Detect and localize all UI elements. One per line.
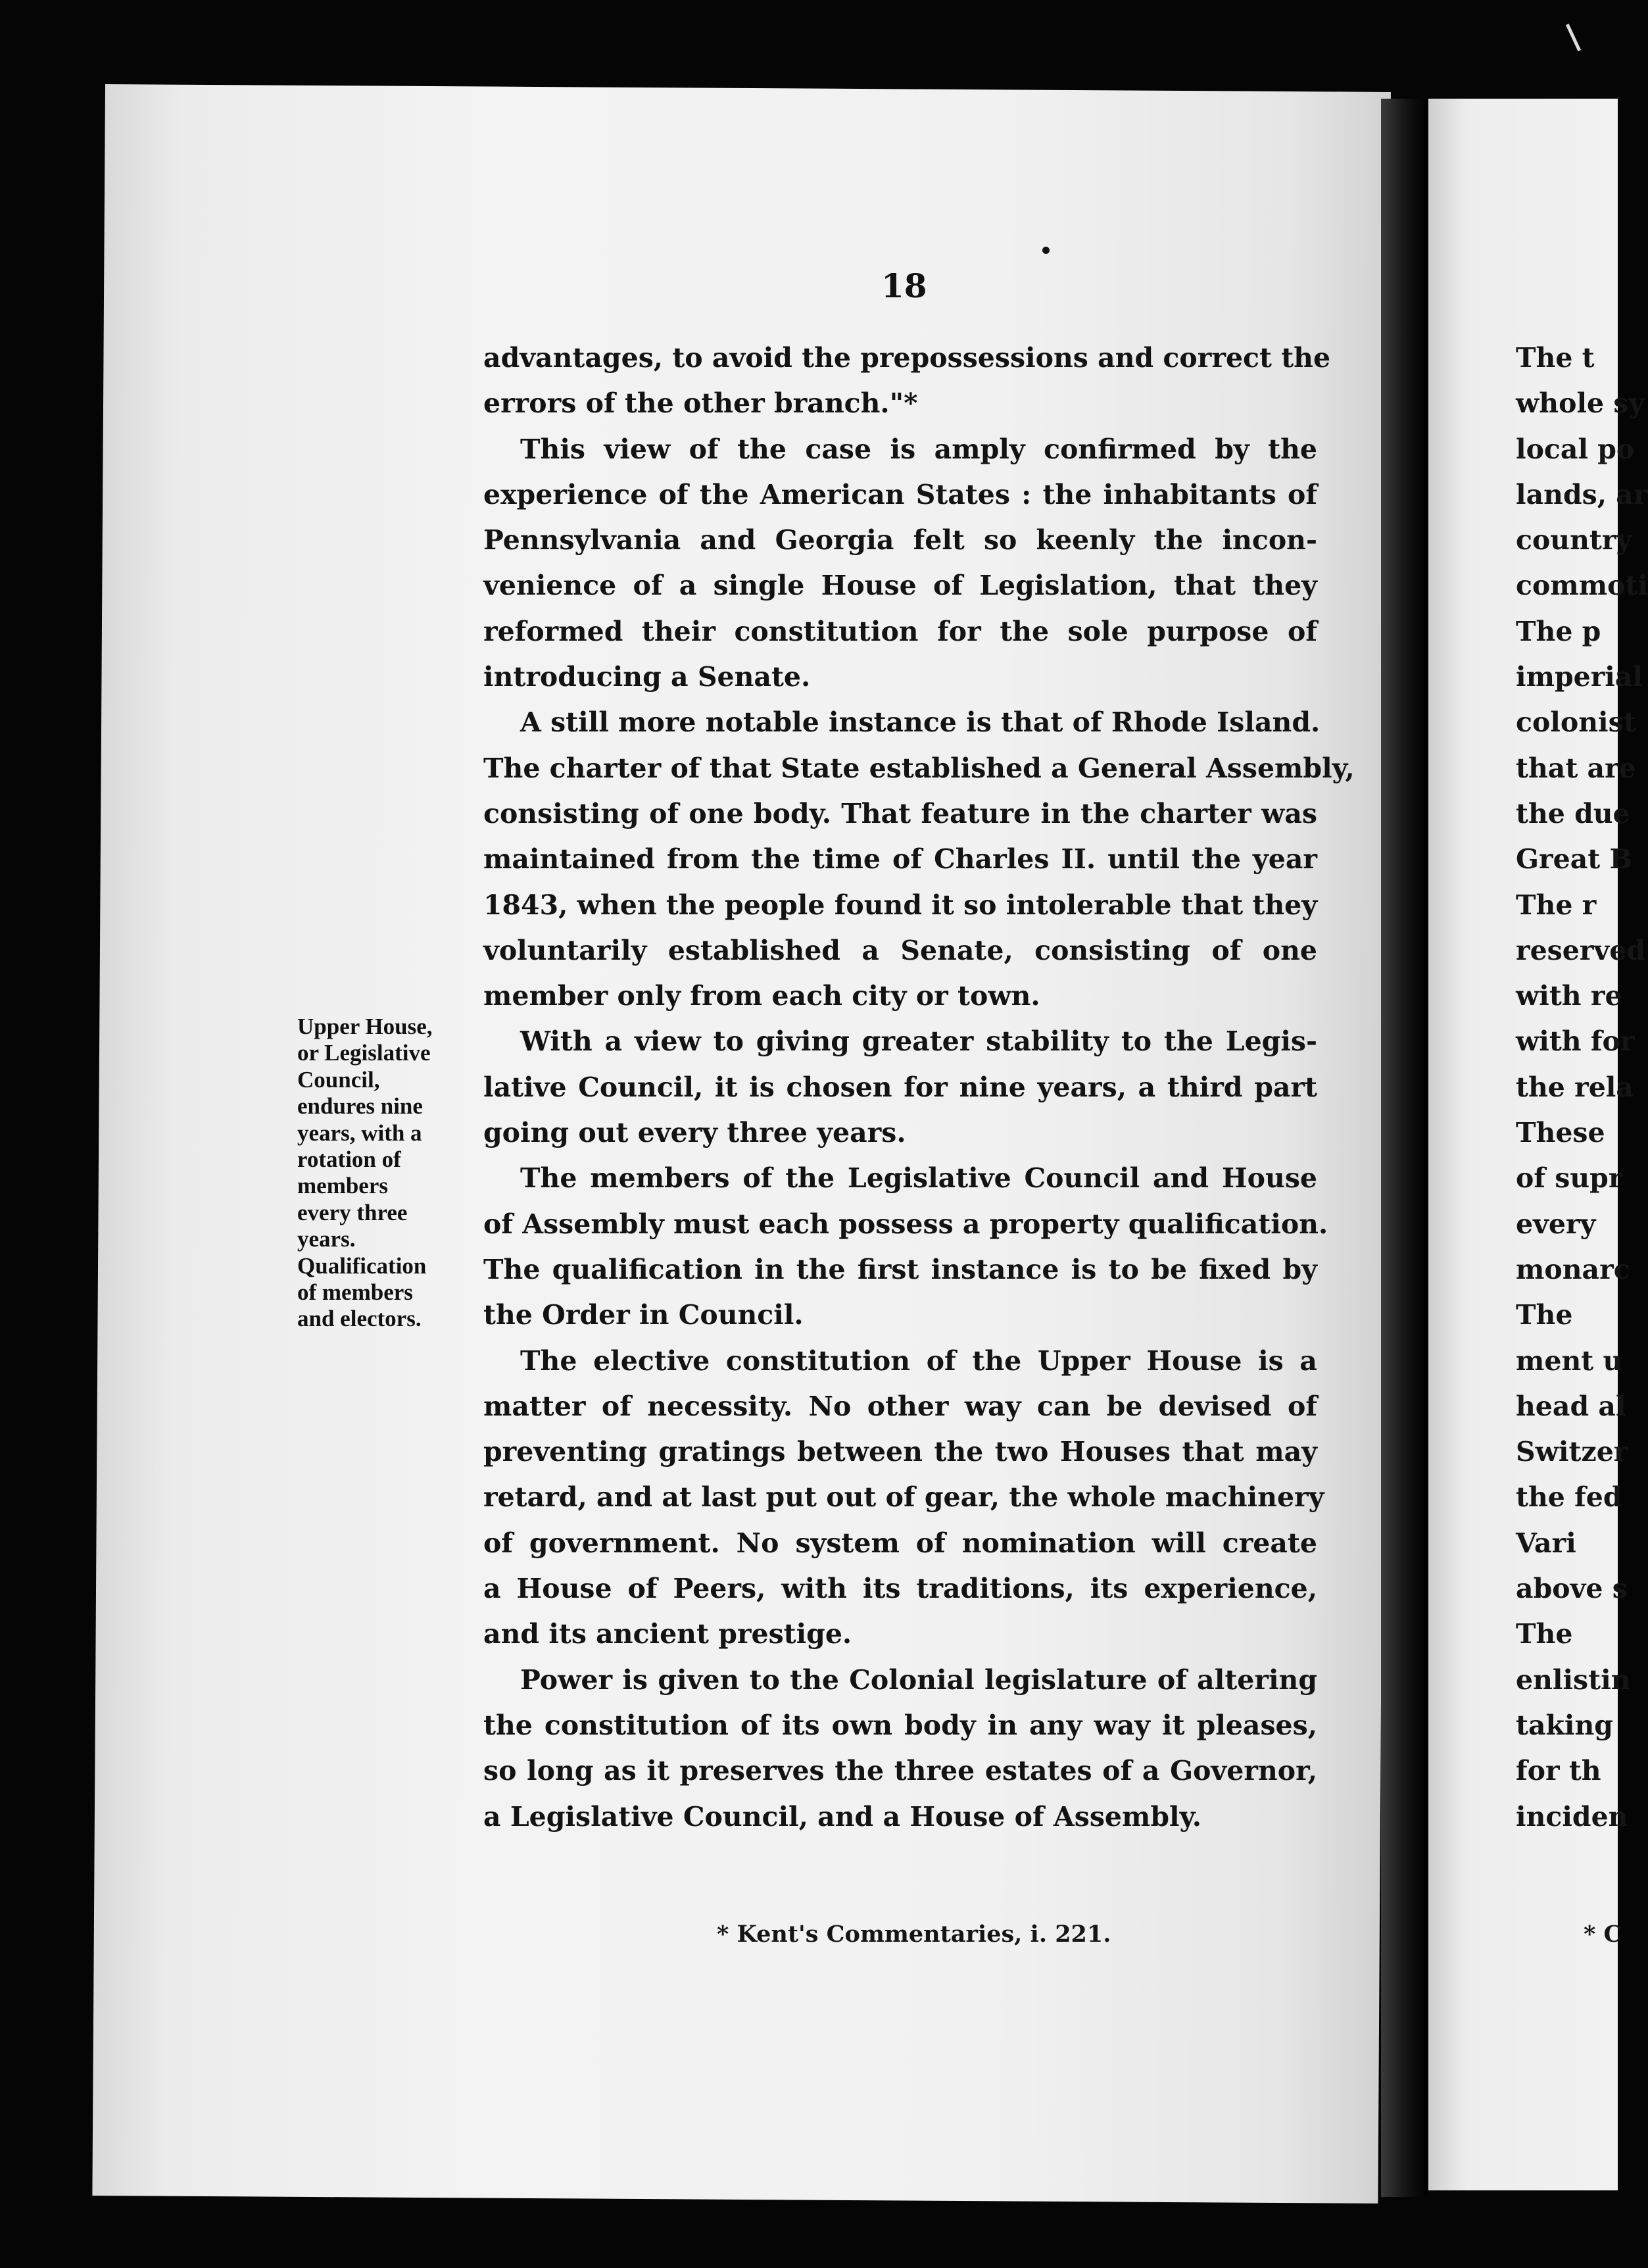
body-line: voluntarily established a Senate, consisting of one [483, 934, 1317, 966]
body-line: 1843, when the people found it so intolerable that they [483, 889, 1318, 921]
facing-line: The [1516, 1299, 1573, 1331]
sidenote-line: or Legislative [297, 1040, 431, 1066]
body-line: The charter of that State established a General Assembly, [483, 752, 1355, 784]
body-line: The qualification in the first instance is to be fixed by [483, 1253, 1317, 1285]
facing-line: above s [1516, 1573, 1628, 1605]
facing-line: Vari [1516, 1527, 1576, 1559]
body-line: introducing a Senate. [483, 661, 811, 693]
body-line: experience of the American States : the inhabitants of [483, 478, 1317, 510]
body-line: member only from each city or town. [483, 980, 1040, 1012]
body-line: so long as it preserves the three estates of a Governor, [483, 1755, 1317, 1787]
body-line: reformed their constitution for the sole purpose of [483, 615, 1317, 647]
ink-dot [1042, 247, 1050, 254]
body-line: With a view to giving greater stability to the Legis- [520, 1025, 1317, 1058]
facing-line: Switzer [1516, 1436, 1628, 1468]
facing-line: the due [1516, 797, 1630, 829]
body-line: consisting of one body. That feature in the charter was [483, 797, 1317, 829]
facing-line: inciden [1516, 1800, 1628, 1833]
facing-line: head al [1516, 1390, 1626, 1422]
scan-mark [1566, 24, 1581, 51]
sidenote-line: years, with a [297, 1120, 422, 1146]
body-line: The elective constitution of the Upper House is a [520, 1344, 1317, 1377]
facing-page-text [1516, 335, 1648, 1840]
sidenote-line: Qualification [297, 1252, 427, 1279]
facing-line: with re [1516, 980, 1622, 1012]
body-line: a Legislative Council, and a House of Assembly. [483, 1800, 1202, 1833]
facing-line: with for [1516, 1025, 1635, 1058]
body-line: venience of a single House of Legislation, that they [483, 570, 1317, 602]
facing-footnote: * C [1584, 1921, 1622, 1948]
body-line: The members of the Legislative Council and House [520, 1162, 1317, 1195]
body-text [483, 335, 1355, 1840]
sidenote-line: Upper House, [297, 1014, 433, 1039]
facing-line: The t [1516, 342, 1595, 374]
body-line: the constitution of its own body in any way it pleases, [483, 1709, 1317, 1741]
facing-line: taking [1516, 1709, 1613, 1741]
body-line: of government. No system of nomination will create [483, 1527, 1317, 1559]
sidenote-line: years. [297, 1226, 356, 1252]
body-line: Pennsylvania and Georgia felt so keenly the incon- [483, 524, 1317, 556]
body-line: and its ancient prestige. [483, 1618, 852, 1650]
body-line: advantages, to avoid the prepossessions and correct the [483, 342, 1331, 374]
facing-line: the rela [1516, 1071, 1634, 1103]
facing-line: of supr [1516, 1162, 1623, 1195]
sidenote-line: every three [297, 1199, 408, 1225]
body-line: This view of the case is amply confirmed by the [520, 433, 1317, 465]
facing-line: local po [1516, 433, 1635, 465]
page-number: 18 [881, 266, 927, 305]
sidenote-line: rotation of [297, 1146, 401, 1173]
facing-line: the fed [1516, 1481, 1622, 1514]
margin-sidenote [297, 1014, 468, 1333]
body-line: maintained from the time of Charles II. until the year [483, 843, 1317, 875]
body-line: lative Council, it is chosen for nine years, a third part [483, 1071, 1317, 1103]
facing-line: whole sy [1516, 387, 1645, 420]
facing-line: ment u [1516, 1344, 1623, 1377]
facing-line: commoti [1516, 570, 1648, 602]
sidenote-line: endures nine [297, 1093, 423, 1120]
facing-line: for th [1516, 1755, 1601, 1787]
body-line: a House of Peers, with its traditions, its experience, [483, 1573, 1317, 1605]
facing-line: colonist [1516, 706, 1636, 739]
facing-line: reserved [1516, 934, 1646, 966]
sidenote-line: and electors. [297, 1306, 422, 1332]
sidenote-line: Council, [297, 1066, 380, 1093]
facing-line: that are [1516, 752, 1636, 784]
body-line: of Assembly must each possess a property qualification. [483, 1208, 1328, 1240]
facing-line: Great B [1516, 843, 1633, 875]
facing-line: every [1516, 1208, 1596, 1240]
book-gutter [1381, 99, 1427, 2197]
body-line: errors of the other branch."* [483, 387, 918, 420]
sidenote-line: of members [297, 1279, 413, 1306]
body-line: A still more notable instance is that of Rhode Island. [520, 706, 1321, 739]
body-line: retard, and at last put out of gear, the whole machinery [483, 1481, 1324, 1514]
facing-line: country [1516, 524, 1632, 556]
facing-line: imperial [1516, 661, 1643, 693]
body-line: Power is given to the Colonial legislature of altering [520, 1664, 1317, 1696]
body-line: the Order in Council. [483, 1299, 804, 1331]
facing-line: The p [1516, 615, 1601, 647]
body-line: matter of necessity. No other way can be devised of [483, 1390, 1317, 1422]
body-line: preventing gratings between the two Houses that may [483, 1436, 1317, 1468]
body-line: going out every three years. [483, 1117, 906, 1149]
facing-line: monarc [1516, 1253, 1630, 1285]
facing-line: The [1516, 1618, 1573, 1650]
facing-line: The r [1516, 889, 1597, 921]
facing-line: These [1516, 1117, 1605, 1149]
show-through [329, 342, 460, 474]
sidenote-line: members [297, 1173, 389, 1199]
facing-line: enlistin [1516, 1664, 1631, 1696]
footnote: * Kent's Commentaries, i. 221. [717, 1921, 1111, 1948]
facing-line: lands, ar [1516, 478, 1648, 510]
